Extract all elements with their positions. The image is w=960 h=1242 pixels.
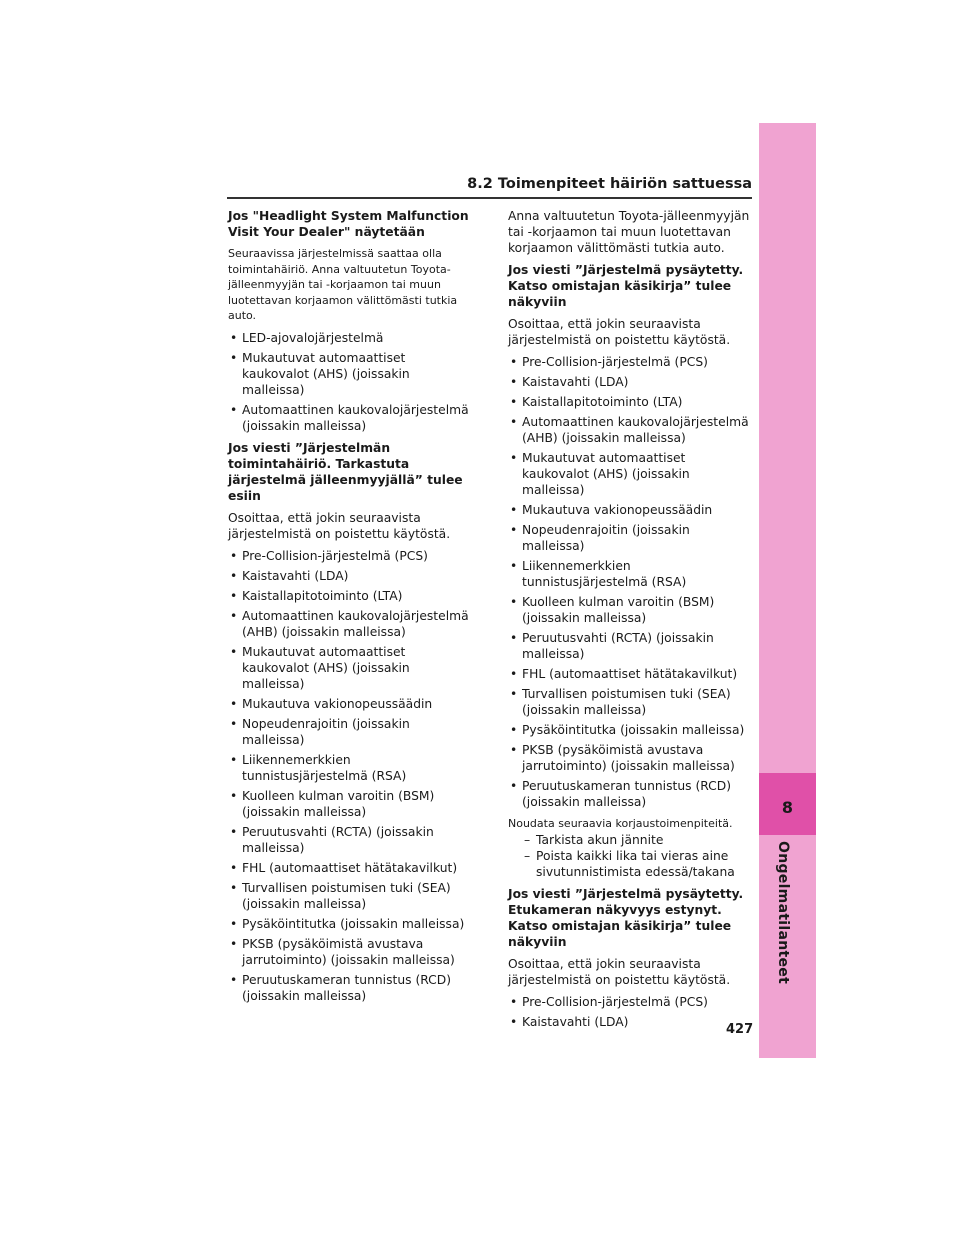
heading-system-malfunction: Jos viesti ”Järjestelmän toimintahäiriö. Tarkastuta järjestelmä jälleenmyyjällä” tulee esiin (228, 440, 463, 503)
list-item: • Pre-Collision-järjestelmä (PCS) (508, 354, 756, 370)
list-item: • Automaattinen kaukovalojärjestelmä (AHB) (joissakin malleissa) (508, 414, 756, 446)
list-item: • Turvallisen poistumisen tuki (SEA) (joissakin malleissa) (508, 686, 756, 718)
chapter-title: Ongelmatilanteet (775, 841, 791, 985)
heading-headlight-malfunction: Jos "Headlight System Malfunction Visit Your Dealer" näytetään (228, 209, 469, 239)
list-item: • Peruutusvahti (RCTA) (joissakin malleissa) (228, 824, 476, 856)
list-stopped-systems (508, 354, 756, 810)
list-item: • Nopeudenrajoitin (joissakin malleissa) (228, 716, 476, 748)
list-item: • Kuolleen kulman varoitin (BSM) (joissakin malleissa) (508, 594, 756, 626)
paragraph-headlight-malfunction: Seuraavissa järjestelmissä saattaa olla toimintahäiriö. Anna valtuutetun Toyota- jälleenmyyjän tai -korjaamon tai muun luotettavan korjaamon välittömästi tutkia auto. (228, 247, 458, 322)
list-item: • FHL (automaattiset hätätakavilkut) (508, 666, 756, 682)
header-rule (227, 197, 752, 199)
list-item: • FHL (automaattiset hätätakavilkut) (228, 860, 476, 876)
page-number: 427 (726, 1022, 754, 1037)
list-item: • Mukautuvat automaattiset kaukovalot (AHS) (joissakin malleissa) (508, 450, 756, 498)
list-item: • Kaistallapitotoiminto (LTA) (228, 588, 476, 604)
list-item: – Tarkista akun jännite (508, 832, 756, 848)
list-item: • LED-ajovalojärjestelmä (228, 330, 476, 346)
chapter-number: 8 (781, 798, 794, 817)
list-item: • Mukautuvat automaattiset kaukovalot (AHS) (joissakin malleissa) (228, 644, 476, 692)
paragraph-system-stopped: Osoittaa, että jokin seuraavista järjestelmistä on poistettu käytöstä. (508, 317, 731, 347)
list-item: • Peruutuskameran tunnistus (RCD) (joissakin malleissa) (228, 972, 476, 1004)
list-camera-blocked-systems (508, 994, 756, 1030)
list-item: • Pysäköintitutka (joissakin malleissa) (508, 722, 756, 738)
right-column (508, 208, 756, 1036)
list-headlight-systems (228, 330, 476, 434)
list-item: • Kaistavahti (LDA) (228, 568, 476, 584)
paragraph-continued: Anna valtuutetun Toyota-jälleenmyyjän tai -korjaamon tai muun luotettavan korjaamon välittömästi tutkia auto. (508, 209, 750, 255)
list-item: • Peruutusvahti (RCTA) (joissakin malleissa) (508, 630, 756, 662)
list-item: • Turvallisen poistumisen tuki (SEA) (joissakin malleissa) (228, 880, 476, 912)
list-item: • PKSB (pysäköimistä avustava jarrutoiminto) (joissakin malleissa) (508, 742, 756, 774)
list-item: • Mukautuva vakionopeussäädin (228, 696, 476, 712)
list-item: • Liikennemerkkien tunnistusjärjestelmä (RSA) (508, 558, 756, 590)
list-item: • Pre-Collision-järjestelmä (PCS) (508, 994, 756, 1010)
list-item: • PKSB (pysäköimistä avustava jarrutoiminto) (joissakin malleissa) (228, 936, 476, 968)
list-item: • Kaistavahti (LDA) (508, 1014, 756, 1030)
list-item: • Automaattinen kaukovalojärjestelmä (joissakin malleissa) (228, 402, 476, 434)
list-item: • Pre-Collision-järjestelmä (PCS) (228, 548, 476, 564)
list-item: • Liikennemerkkien tunnistusjärjestelmä (RSA) (228, 752, 476, 784)
note-corrective-actions: Noudata seuraavia korjaustoimenpiteitä. (508, 817, 733, 830)
section-header: 8.2 Toimenpiteet häiriön sattuessa (467, 176, 752, 192)
paragraph-system-malfunction: Osoittaa, että jokin seuraavista järjestelmistä on poistettu käytöstä. (228, 510, 451, 541)
list-item: • Kaistallapitotoiminto (LTA) (508, 394, 756, 410)
heading-system-stopped: Jos viesti ”Järjestelmä pysäytetty. Katso omistajan käsikirja” tulee näkyviin (508, 263, 744, 309)
list-corrective-actions (508, 832, 756, 880)
list-item: • Mukautuvat automaattiset kaukovalot (AHS) (joissakin malleissa) (228, 350, 476, 398)
left-column (228, 208, 476, 1010)
list-item: • Peruutuskameran tunnistus (RCD) (joissakin malleissa) (508, 778, 756, 810)
list-disabled-systems (228, 548, 476, 1004)
list-item: • Nopeudenrajoitin (joissakin malleissa) (508, 522, 756, 554)
paragraph-front-camera-blocked: Osoittaa, että jokin seuraavista järjestelmistä on poistettu käytöstä. (508, 956, 731, 987)
list-item: • Mukautuva vakionopeussäädin (508, 502, 756, 518)
chapter-side-tab (759, 123, 816, 1058)
list-item: • Pysäköintitutka (joissakin malleissa) (228, 916, 476, 932)
list-item: • Automaattinen kaukovalojärjestelmä (AHB) (joissakin malleissa) (228, 608, 476, 640)
list-item: • Kaistavahti (LDA) (508, 374, 756, 390)
list-item: – Poista kaikki lika tai vieras aine sivutunnistimista edessä/takana (508, 848, 756, 880)
list-item: • Kuolleen kulman varoitin (BSM) (joissakin malleissa) (228, 788, 476, 820)
heading-front-camera-blocked: Jos viesti ”Järjestelmä pysäytetty. Etukameran näkyvyys estynyt. Katso omistajan käsikirja” tulee näkyviin (508, 886, 744, 949)
